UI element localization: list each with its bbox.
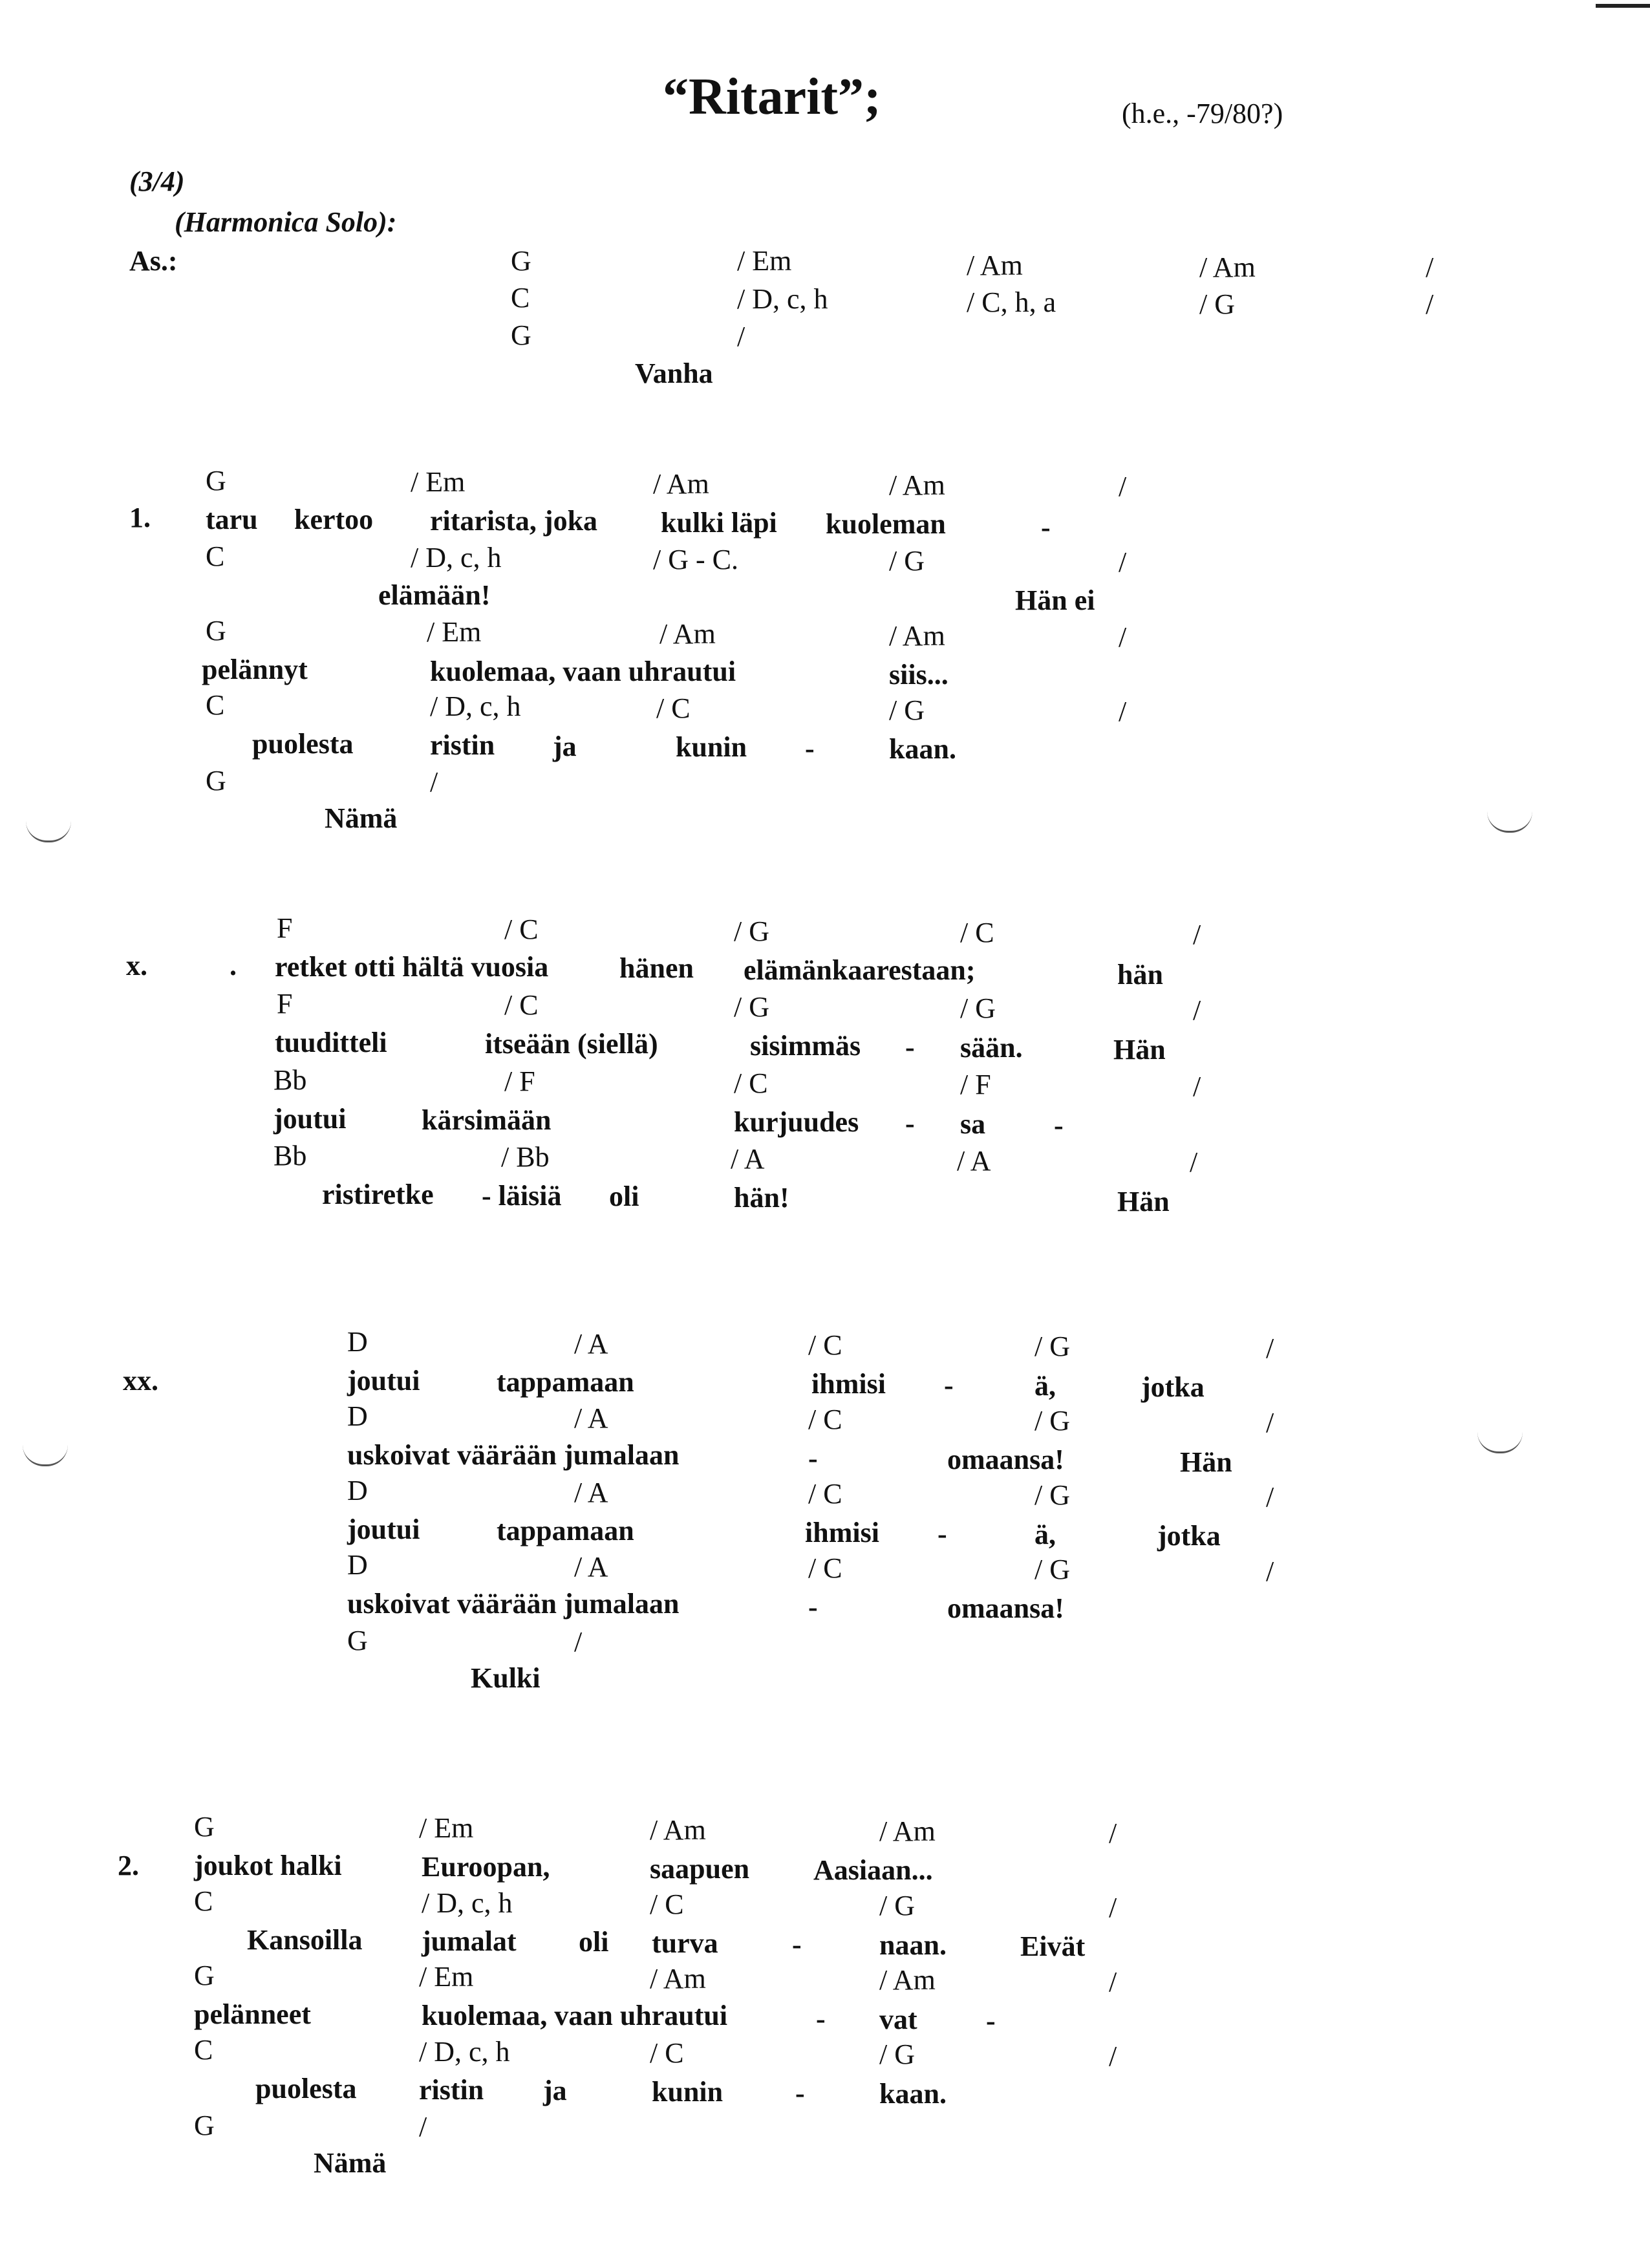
lyric: ja (543, 2075, 567, 2106)
lyric: kaan. (879, 2078, 947, 2110)
lyric: sisimmäs (750, 1030, 861, 1062)
chord: / G (1034, 1479, 1070, 1511)
scan-artifact (23, 1445, 68, 1466)
chord: / Am (650, 1814, 706, 1846)
lyric: retket otti hältä vuosia (275, 951, 549, 983)
chord: / Am (650, 1963, 706, 1995)
lyric: itseään (siellä) (485, 1028, 658, 1060)
chord: / G (879, 1890, 915, 1921)
chord: / C (504, 914, 539, 945)
lyric: ihmisi (811, 1368, 886, 1400)
lyric: joutui (347, 1514, 420, 1545)
lyric: ä, (1034, 1370, 1056, 1402)
chord: G (206, 465, 226, 497)
chord: / Em (419, 1812, 474, 1844)
chord: / D, c, h (430, 690, 521, 722)
bar-line: / (1193, 1071, 1201, 1102)
lyric: sa (960, 1108, 986, 1140)
bar-line: / (1119, 621, 1127, 653)
lyric: Nämä (314, 2147, 387, 2179)
lyric: elämään! (378, 579, 491, 611)
lyric: hän! (734, 1182, 789, 1214)
chord: / C (808, 1404, 842, 1435)
lyric: kurjuudes (734, 1106, 859, 1138)
chord: / G (889, 694, 925, 726)
chord: / Em (419, 1961, 474, 1993)
bar-line: / (419, 2111, 427, 2143)
lyric: - (805, 733, 815, 764)
lyric: Aasiaan... (813, 1854, 933, 1886)
chord: D (347, 1475, 368, 1506)
lyric: kuolemaa, vaan uhrautui (422, 2000, 728, 2031)
chord: / F (960, 1069, 991, 1100)
chord: F (277, 988, 293, 1020)
chord: C (511, 282, 530, 314)
chord: / Am (889, 469, 945, 501)
chord: / Em (411, 466, 466, 498)
chord: / C (808, 1552, 842, 1584)
lyric: Hän ei (1015, 584, 1095, 616)
chord: G (206, 765, 226, 797)
lyric: uskoivat väärään jumalaan (347, 1439, 680, 1471)
chord: G (194, 1960, 215, 1991)
time-signature: (3/4) (129, 166, 185, 197)
chord: / Bb (501, 1141, 550, 1173)
lyric: joutui (347, 1365, 420, 1396)
lyric: - (905, 1031, 915, 1063)
lyric: - (905, 1107, 915, 1139)
lyric: ristin (419, 2074, 484, 2106)
lyric: - (808, 1442, 818, 1474)
lyric: Hän (1117, 1186, 1170, 1217)
lyric: ja (553, 731, 577, 762)
chord: G (511, 319, 531, 351)
chord: / Am (967, 250, 1023, 281)
chord: / A (731, 1143, 765, 1175)
pickup-lyric: Vanha (635, 358, 713, 389)
bar-line: / (1193, 919, 1201, 950)
chord: / D, c, h (411, 542, 502, 573)
chord: / C (650, 2037, 684, 2069)
lyric: Euroopan, (422, 1851, 550, 1883)
lyric: naan. (879, 1929, 947, 1961)
lyric: siis... (889, 659, 948, 690)
chord: Bb (273, 1064, 307, 1096)
lyric: taru (206, 504, 258, 535)
lyric: - (938, 1518, 947, 1550)
verse-label: 1. (129, 502, 151, 533)
lyric: kulki läpi (661, 507, 777, 539)
chord: / G - C. (653, 544, 738, 575)
chord: C (194, 1885, 213, 1917)
chord: Bb (273, 1140, 307, 1171)
bar-line: / (1193, 994, 1201, 1026)
chord: G (194, 2110, 215, 2141)
lyric: hän (1117, 959, 1163, 990)
chord: / G (1034, 1331, 1070, 1362)
lyric: sään. (960, 1032, 1023, 1064)
chord: / A (574, 1402, 608, 1434)
lyric: - (816, 2003, 826, 2035)
lyric: tappamaan (497, 1515, 634, 1546)
song-title: “Ritarit”; (663, 69, 881, 125)
chord: / C (734, 1067, 768, 1099)
lyric: kärsimään (422, 1104, 552, 1136)
lyric: pelänneet (194, 1998, 311, 2030)
chord: C (206, 540, 225, 572)
scan-artifact (1477, 1432, 1523, 1453)
chord: D (347, 1400, 368, 1432)
chord: C (194, 2034, 213, 2066)
lyric: jumalat (422, 1925, 517, 1957)
chord: / C (808, 1329, 842, 1361)
lyric: elämänkaarestaan; (744, 954, 976, 986)
lyric: oli (609, 1181, 639, 1212)
chord: / Am (1199, 251, 1256, 283)
chord: / G (734, 991, 769, 1023)
bar-line: / (574, 1626, 583, 1658)
chord: / C (504, 989, 539, 1021)
lyric: omaansa! (947, 1444, 1064, 1475)
chord: / C, h, a (967, 286, 1056, 318)
bar-line: / (1426, 251, 1434, 283)
chord: / A (574, 1328, 608, 1360)
lyric: puolesta (255, 2073, 357, 2104)
chord: D (347, 1326, 368, 1358)
lyric: vat (879, 2004, 917, 2035)
lyric: jotka (1141, 1371, 1205, 1403)
chord: F (277, 912, 293, 944)
chord: / Am (659, 618, 716, 650)
lyric: - (986, 2005, 996, 2037)
lyric: kunin (676, 731, 747, 763)
chord: / Am (879, 1815, 936, 1847)
lyric: - (1041, 511, 1051, 543)
chord: G (194, 1811, 215, 1843)
scan-edge-mark (1596, 4, 1650, 8)
chord: / C (656, 692, 691, 724)
chord: / Em (427, 616, 482, 648)
bar-line: / (1266, 1481, 1274, 1513)
lyric: Hän (1180, 1446, 1232, 1478)
chord: G (511, 245, 531, 277)
lyric: omaansa! (947, 1592, 1064, 1624)
chord: / G (879, 2038, 915, 2070)
lyric: joukot halki (194, 1850, 342, 1881)
chord: / G (889, 545, 925, 577)
bar-line: / (1266, 1556, 1274, 1587)
scan-artifact (26, 821, 71, 842)
chord: / C (650, 1888, 684, 1920)
chord: / A (957, 1145, 991, 1177)
lyric: kunin (652, 2076, 723, 2108)
lyric: - läisiä (482, 1180, 562, 1212)
bar-line: / (737, 321, 745, 352)
chord: / Em (737, 245, 792, 277)
bar-line: / (1109, 1817, 1117, 1849)
chord: / A (574, 1551, 608, 1583)
lyric: Hän (1113, 1034, 1166, 1065)
bar-line: / (430, 766, 438, 798)
chord: / A (574, 1477, 608, 1508)
chord: D (347, 1549, 368, 1581)
scan-artifact (1487, 811, 1532, 833)
lyric: ritarista, joka (430, 505, 598, 537)
intro-label: (Harmonica Solo): (175, 206, 397, 238)
lyric: ihmisi (805, 1517, 879, 1548)
bar-line: / (1109, 1966, 1117, 1998)
lyric: ristiretke (322, 1179, 434, 1210)
lyric: ä, (1034, 1519, 1056, 1550)
chord: / D, c, h (422, 1887, 513, 1919)
bar-line: / (1426, 288, 1434, 320)
bar-line: / (1109, 2040, 1117, 2072)
lyric: - (795, 2077, 805, 2109)
lyric: uskoivat väärään jumalaan (347, 1588, 680, 1620)
bar-line: / (1119, 471, 1127, 502)
chord: / D, c, h (419, 2036, 510, 2068)
bar-line: / (1119, 546, 1127, 578)
lyric: - (1054, 1109, 1064, 1141)
section-label: x. (126, 950, 147, 981)
lyric: tuuditteli (275, 1027, 387, 1058)
lyric: hänen (619, 952, 694, 984)
chord: / G (960, 992, 996, 1024)
lyric: - (944, 1369, 954, 1401)
chord: / G (1034, 1405, 1070, 1437)
chord: / F (504, 1065, 535, 1097)
verse-label: 2. (118, 1850, 139, 1881)
lyric: saapuen (650, 1853, 750, 1885)
chord: / Am (653, 468, 709, 500)
section-label: xx. (123, 1365, 158, 1396)
lyric: kuolemaa, vaan uhrautui (430, 656, 736, 687)
date-note: (h.e., -79/80?) (1122, 98, 1283, 129)
bar-line: / (1266, 1407, 1274, 1439)
lyric: kuoleman (826, 508, 946, 540)
chord: / C (960, 917, 994, 948)
chord: / G (1034, 1554, 1070, 1585)
lyric: puolesta (252, 728, 354, 760)
chord: / G (1199, 288, 1235, 320)
bar-line: / (1109, 1892, 1117, 1923)
chord: G (347, 1625, 368, 1656)
intro-as-label: As.: (129, 245, 178, 277)
lyric: - (792, 1929, 802, 1960)
lyric: Eivät (1020, 1931, 1086, 1962)
lyric: turva (652, 1927, 718, 1959)
lyric: tappamaan (497, 1366, 634, 1398)
lyric: - (808, 1591, 818, 1623)
chord: / D, c, h (737, 283, 828, 315)
lyric: ristin (430, 729, 495, 761)
lyric: Nämä (325, 802, 398, 834)
lyric: pelännyt (202, 654, 308, 685)
lyric: jotka (1157, 1520, 1221, 1552)
chord: / Am (879, 1964, 936, 1996)
chord: / C (808, 1478, 842, 1510)
chord: / G (734, 915, 769, 947)
chord: / Am (889, 620, 945, 652)
bar-line: / (1190, 1146, 1198, 1178)
lyric: kertoo (294, 504, 374, 535)
chord: G (206, 615, 226, 647)
lyric: oli (579, 1926, 609, 1958)
stray-dot: . (230, 950, 237, 981)
lyric: kaan. (889, 733, 956, 765)
chord: C (206, 689, 225, 721)
bar-line: / (1119, 696, 1127, 727)
lyric: joutui (273, 1103, 347, 1135)
lyric: Kansoilla (247, 1924, 363, 1956)
lyric: Kulki (471, 1662, 541, 1694)
bar-line: / (1266, 1332, 1274, 1364)
